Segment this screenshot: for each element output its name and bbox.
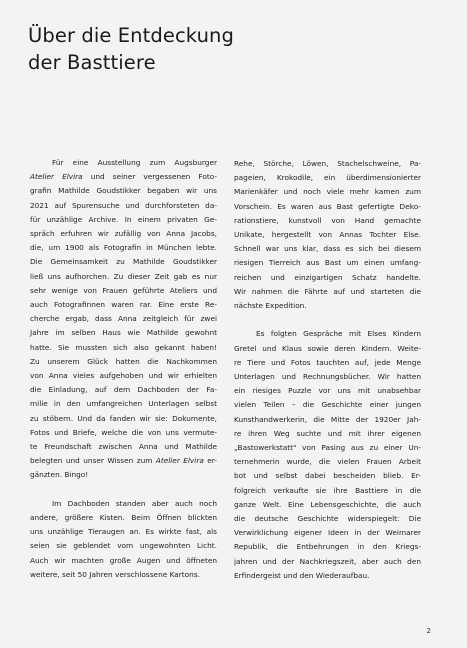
- text-line: Republik, die Entbehrungen in den Kriegs-: [234, 542, 421, 552]
- text-column-right: [234, 157, 421, 583]
- paragraph-bast-animals: [234, 157, 421, 313]
- text-line: reichen und einzigartigen Schatz handelte.: [234, 272, 421, 282]
- text-line: re Tiere und Fotos tauchten auf, jede Menge: [234, 357, 421, 367]
- text-line: die, um 1900 als Fotografin in München lebte.: [30, 243, 217, 253]
- text-line: bot und selbst dabei bescheiden blieb. Er-: [234, 471, 421, 481]
- text-line: Es folgten Gespräche mit Elses Kindern: [256, 329, 421, 339]
- page-title-line-1: Über die Entdeckung: [28, 24, 234, 47]
- text-line: seien sie geblendet vom ungewohnten Licht.: [30, 541, 217, 551]
- text-line: gänzten. Bingo!: [30, 470, 89, 480]
- text-line: re ihren Weg suchte und mit ihrer eigenen: [234, 428, 421, 438]
- text-line: uns unzählige Tieraugen an. Es wirkte fast, als: [30, 527, 217, 537]
- text-line: hatte. Sie mussten sich also gekannt haben!: [30, 342, 217, 352]
- text-line: Zu unserem Glück hatten die Nachkommen: [30, 356, 217, 366]
- text-line: Rehe, Störche, Löwen, Stachelschweine, Pa-: [234, 159, 421, 168]
- text-line: Im Dachboden standen aber auch noch: [52, 498, 217, 508]
- text-line: Kunsthandwerkerin, die Mitte der 1920er Jah-: [234, 414, 421, 424]
- text-line: Unikate, hergestellt von Annas Tochter Else.: [234, 230, 421, 240]
- text-line: Erfindergeist und den Wiederaufbau.: [234, 570, 370, 580]
- text-line: te Freundschaft zwischen Anna und Mathilde: [30, 442, 217, 452]
- text-line: Für eine Ausstellung zum Augsburger: [52, 158, 217, 167]
- page-title-line-2: der Basttiere: [28, 51, 156, 74]
- text-line: für unzählige Archive. In einem privaten Ge-: [30, 214, 217, 224]
- page-title: [28, 22, 234, 76]
- text-line: Auch wir machten große Augen und öffneten: [30, 555, 217, 565]
- text-fragment: er-: [203, 456, 217, 466]
- paragraph-else-story: [234, 327, 421, 583]
- text-line: Die Gemeinsamkeit zu Mathilde Goudstikker: [30, 257, 217, 267]
- text-line: Fotos und Briefe, welche die von uns vermute-: [30, 427, 217, 437]
- text-line: zu stöbern. Und da fanden wir sie: Dokumente,: [30, 413, 217, 423]
- text-line: Wir nahmen die Fährte auf und starteten die: [234, 286, 421, 296]
- text-line: folgreich verkaufte sie ihre Basttiere in die: [234, 485, 421, 495]
- text-line: weitere, seit 50 Jahren verschlossene Kartons.: [30, 569, 200, 579]
- text-line: sehr wenige von Frauen geführte Ateliers und: [30, 285, 217, 295]
- text-line: Schnell war uns klar, dass es sich bei diesem: [234, 244, 421, 254]
- text-line: andere, größere Kisten. Beim Öffnen blickten: [30, 513, 217, 523]
- text-line: ganze Welt. Eine Lebensgeschichte, die auch: [234, 499, 421, 509]
- text-line: Verwirklichung eigener Ideen in der Weimarer: [234, 528, 421, 538]
- text-line: ein riesiges Puzzle vor uns mit unabsehbar: [234, 386, 421, 396]
- page-number: 2: [426, 627, 431, 635]
- text-line: nächste Expedition.: [234, 301, 307, 311]
- text-line: die deutsche Geschichte widerspiegelt: Die: [234, 514, 421, 524]
- text-fragment: und seiner vergessenen Foto-: [82, 172, 217, 182]
- text-line: milie in den umfangreichen Unterlagen selbst: [30, 399, 217, 409]
- atelier-name: Atelier Elvira: [155, 456, 204, 466]
- text-line: [30, 170, 217, 184]
- paragraph-attic-boxes: [30, 497, 217, 582]
- paragraph-spacer: [234, 313, 421, 327]
- text-line: vielen Teilen – die Geschichte einer jungen: [234, 400, 421, 410]
- text-line: „Bastowerkstatt" von Pasing aus zu einer Un-: [234, 443, 421, 453]
- text-line: Unterlagen und Rechnungsbücher. Wir hatten: [234, 372, 421, 382]
- text-line: jahren und der Nachkriegszeit, aber auch den: [234, 556, 421, 566]
- text-line: grafin Mathilde Goudstikker begaben wir uns: [30, 186, 217, 196]
- text-line: ternehmerin wurde, die vielen Frauen Arbeit: [234, 457, 421, 467]
- text-line: 2021 auf Spurensuche und durchforsteten da-: [30, 200, 217, 210]
- text-line: [30, 454, 217, 468]
- text-fragment: belegten und unser Wissen zum: [30, 456, 156, 466]
- paragraph-spacer: [30, 483, 217, 497]
- text-line: Gretel und Klaus sowie deren Kindern. Weite-: [234, 343, 421, 353]
- text-line: von Anna vieles aufgehoben und wir erhielten: [30, 371, 217, 381]
- text-line: pageien, Krokodile, ein überdimensionierter: [234, 173, 421, 183]
- text-line: cherche ergab, dass Anna zeitgleich für zwei: [30, 314, 217, 324]
- atelier-name: Atelier Elvira: [30, 172, 83, 182]
- text-line: riesigen Tierreich aus Bast um einen umfang-: [234, 258, 421, 268]
- text-line: Vorschein. Es waren aus Bast gefertigte Deko-: [234, 201, 421, 211]
- paragraph-exhibition-research: [30, 156, 217, 483]
- text-line: rationstiere, kunstvoll von Hand gemachte: [234, 215, 421, 225]
- text-column-left: [30, 156, 217, 582]
- text-line: auch Fotografinnen waren rar. Eine erste Re-: [30, 300, 217, 310]
- text-line: die Einladung, auf dem Dachboden der Fa-: [30, 385, 217, 395]
- text-line: ließ uns aufhorchen. Zu dieser Zeit gab es nur: [30, 271, 217, 281]
- text-line: Marienkäfer und noch viele mehr kamen zum: [234, 187, 421, 197]
- text-line: spräch erfuhren wir zufällig von Anna Jacobs,: [30, 229, 217, 239]
- text-line: Jahre im selben Haus wie Mathilde gewohnt: [30, 328, 217, 338]
